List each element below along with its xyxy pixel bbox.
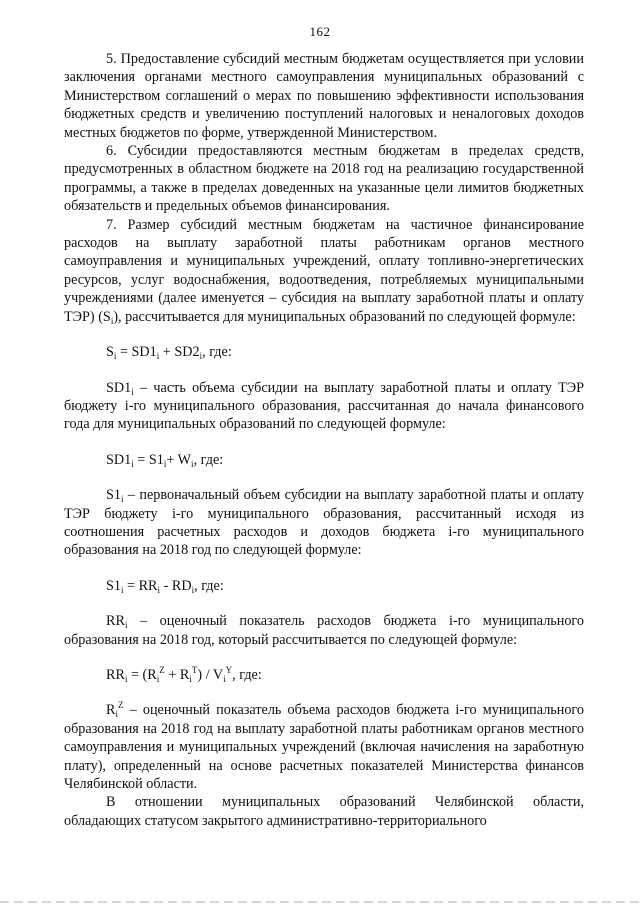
formula-s1-sub: i	[157, 584, 161, 595]
formula-rr-sup: Z	[159, 664, 165, 675]
definition-s1-term: S1	[106, 487, 121, 504]
formula-s1	[64, 577, 584, 595]
definition-rr	[64, 612, 584, 649]
paragraph-7-tail: ), рассчитывается для муниципальных образований по следующей формуле:	[113, 308, 576, 325]
formula-s1-part: - RD	[160, 577, 192, 594]
formula-rr-sub: i	[189, 673, 192, 684]
formula-s1-part: S1	[106, 577, 121, 594]
definition-sd1-text: – часть объема субсидии на выплату заработной платы и оплату ТЭР бюджету i-го муниципального образования, рассчитанная до начала финансового года для муниципальных образований по следующей формуле:	[64, 379, 584, 433]
definition-s1-sub: i	[120, 494, 124, 505]
paragraph-7	[64, 216, 584, 326]
definition-rz-term: R	[106, 702, 116, 719]
formula-sd1-part: , где:	[193, 451, 224, 468]
formula-si-sub: i	[113, 351, 117, 362]
definition-sd1	[64, 379, 584, 434]
formula-rr-part: , где:	[232, 666, 262, 683]
formula-sd1-sub: i	[191, 458, 194, 469]
formula-si-sub: i	[156, 351, 160, 362]
formula-rr-sup: Y	[225, 664, 233, 675]
formula-sd1-sub: i	[163, 458, 167, 469]
formula-rr-sub: i	[124, 673, 128, 684]
formula-s1-part: , где:	[194, 577, 224, 594]
definition-sd1-sub: i	[131, 386, 134, 397]
formula-s1-part: = RR	[123, 577, 158, 594]
paragraph-closed-territories: В отношении муниципальных образований Челябинской области, обладающих статусом закрытого административно-территориального	[64, 794, 584, 829]
definition-rz-text: – оценочный показатель объема расходов бюджета i-го муниципального образования на 2018 год на выплату заработной платы работникам органов местного самоуправления и муниципальных учреждений (включая начисления на заработную плату), определенный на основе расчетных показателей Министерства финансов Челябинской области.	[64, 702, 584, 792]
page-number: 162	[309, 24, 331, 39]
formula-rr-sub: i	[156, 673, 160, 684]
formula-sd1-sub: i	[131, 458, 134, 469]
formula-si-part: , где:	[202, 344, 232, 361]
formula-s1-sub: i	[120, 584, 124, 595]
formula-s1-sub: i	[191, 584, 195, 595]
formula-rr	[64, 666, 584, 684]
paragraph-6: 6. Субсидии предоставляются местным бюджетам в пределах средств, предусмотренных в областном бюджете на 2018 год на реализацию государственной программы, а также в пределах доведенных на указанные цели лимитов бюджетных обязательств и предельных объемов финансирования.	[64, 143, 584, 215]
paragraph-7-text: 7. Размер субсидий местным бюджетам на частичное финансирование расходов на выплату заработной платы работникам органов местного самоуправления и муниципальных учреждений, оплату топливно-энергетических ресурсов, услуг водоснабжения, водоотведения, потребляемых муниципальными учреждениями (далее именуется – субсидия на выплату заработной платы и оплату ТЭР) (S	[64, 216, 584, 325]
formula-rr-part: ) / V	[197, 666, 224, 683]
document-body	[64, 50, 584, 830]
paragraph-7-subscript: i	[110, 315, 114, 326]
definition-rr-term: RR	[106, 613, 125, 630]
formula-rr-part: RR	[106, 666, 125, 683]
definition-s1-text: – первоначальный объем субсидии на выплату заработной платы и оплату ТЭР бюджету i-го муниципального образования, рассчитанный исходя из соотношения расчетных расходов и доходов бюджета i-го муниципального образования на 2018 год по следующей формуле:	[64, 487, 584, 559]
formula-rr-sup: T	[191, 664, 198, 675]
formula-si-part: S	[106, 344, 114, 361]
formula-si	[64, 343, 584, 361]
formula-sd1-part: SD1	[106, 451, 132, 468]
formula-si-part: + SD2	[159, 344, 200, 361]
definition-rr-sub: i	[124, 620, 128, 631]
definition-rz	[64, 701, 584, 793]
definition-rz-sup: Z	[117, 700, 124, 711]
formula-si-sub: i	[199, 351, 203, 362]
formula-si-part: = SD1	[116, 344, 157, 361]
formula-rr-part: = (R	[127, 666, 157, 683]
scan-edge-divider	[0, 901, 640, 903]
definition-rr-text: – оценочный показатель расходов бюджета i-го муниципального образования на 2018 год, который рассчитывается по следующей формуле:	[64, 613, 584, 648]
definition-s1	[64, 486, 584, 560]
formula-sd1-part: + W	[166, 451, 192, 468]
formula-sd1	[64, 451, 584, 469]
definition-sd1-term: SD1	[106, 379, 132, 396]
definition-rz-sub: i	[115, 709, 118, 720]
formula-rr-part: + R	[164, 666, 190, 683]
formula-sd1-part: = S1	[133, 451, 164, 468]
paragraph-5: 5. Предоставление субсидий местным бюджетам осуществляется при условии заключения органами местного самоуправления муниципальных образований с Министерством соглашений о мерах по повышению эффективности использования бюджетных средств и увеличению поступлений налоговых и неналоговых доходов местных бюджетов по форме, утвержденной Министерством.	[64, 51, 584, 141]
formula-rr-sub: i	[223, 673, 226, 684]
